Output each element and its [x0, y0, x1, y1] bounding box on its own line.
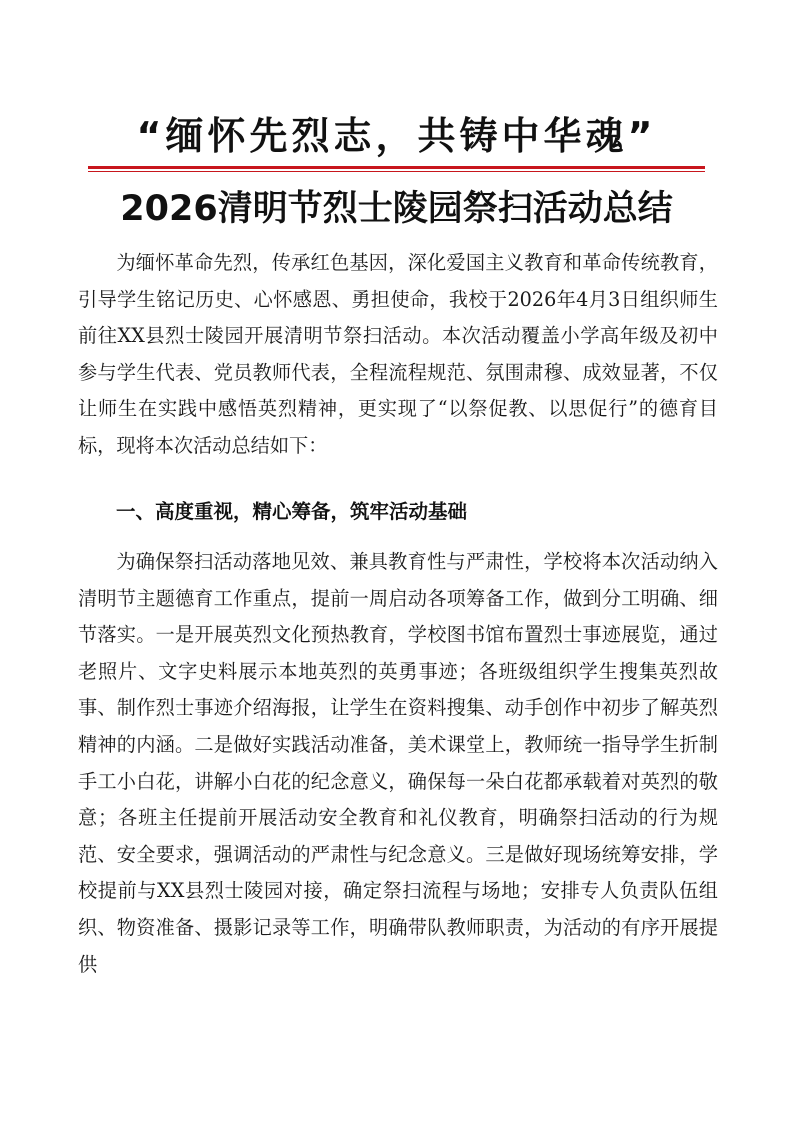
intro-paragraph: 为缅怀革命先烈，传承红色基因，深化爱国主义教育和革命传统教育，引导学生铭记历史、心怀感恩、勇担使命，我校于2026年4月3日组织师生前往XX县烈士陵园开展清明节祭扫活动。本次活动覆盖小学高年级及初中参与学生代表、党员教师代表，全程流程规范、氛围肃穆、成效显著，不仅让师生在实践中感悟英烈精神，更实现了“以祭促教、以思促行”的德育目标，现将本次活动总结如下： — [78, 251, 718, 457]
title-divider-thin — [88, 171, 705, 172]
document-title: “缅怀先烈志，共铸中华魂” — [136, 114, 657, 158]
section-1-paragraph: 为确保祭扫活动落地见效、兼具教育性与严肃性，学校将本次活动纳入清明节主题德育工作重点，提前一周启动各项筹备工作，做到分工明确、细节落实。一是开展英烈文化预热教育，学校图书馆布置烈士事迹展览，通过老照片、文字史料展示本地英烈的英勇事迹；各班级组织学生搜集英烈故事、制作烈士事迹介绍海报，让学生在资料搜集、动手创作中初步了解英烈精神的内涵。二是做好实践活动准备，美术课堂上，教师统一指导学生折制手工小白花，讲解小白花的纪念意义，确保每一朵白花都承载着对英烈的敬意；各班主任提前开展活动安全教育和礼仪教育，明确祭扫活动的行为规范、安全要求，强调活动的严肃性与纪念意义。三是做好现场统筹安排，学校提前与XX县烈士陵园对接，确定祭扫流程与场地；安排专人负责队伍组织、物资准备、摄影记录等工作，明确带队教师职责，为活动的有序开展提供 — [78, 550, 718, 976]
document-subtitle: 2026清明节烈士陵园祭扫活动总结 — [120, 189, 673, 229]
section-heading-1: 一、高度重视，精心筹备，筑牢活动基础 — [116, 500, 468, 523]
title-divider-thick — [88, 166, 705, 169]
